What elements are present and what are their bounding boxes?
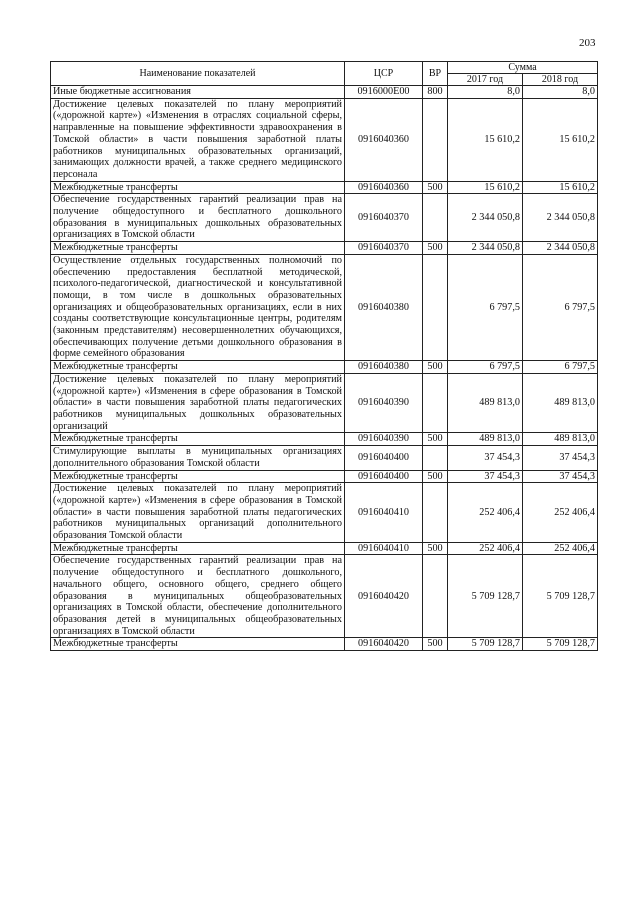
row-sum-2017-cell: 252 406,4	[448, 542, 523, 555]
row-sum-2017-cell: 37 454,3	[448, 446, 523, 470]
row-vr-cell	[423, 373, 448, 433]
row-csr-cell: 0916040400	[345, 470, 423, 483]
row-sum-2018-cell: 8,0	[523, 86, 598, 99]
table-row	[51, 361, 598, 374]
table-row	[51, 446, 598, 470]
row-csr-cell: 0916040360	[345, 181, 423, 194]
row-sum-2018-cell: 2 344 050,8	[523, 194, 598, 242]
row-vr-cell	[423, 555, 448, 638]
row-name-cell: Стимулирующие выплаты в муниципальных организациях дополнительного образования Томской области	[51, 446, 345, 470]
page-number: 203	[579, 37, 596, 49]
row-vr-cell: 500	[423, 433, 448, 446]
row-csr-cell: 0916040400	[345, 446, 423, 470]
row-sum-2017-cell: 252 406,4	[448, 483, 523, 543]
row-name-cell: Достижение целевых показателей по плану мероприятий («дорожной карте») «Изменения в сфере образования в Томской области» в части повышения заработной платы педагогических работников муниципальных дошкольных образовательных организаций	[51, 373, 345, 433]
table-row	[51, 254, 598, 360]
row-csr-cell: 0916040380	[345, 254, 423, 360]
header-csr: ЦСР	[345, 62, 423, 86]
row-name-cell: Межбюджетные трансферты	[51, 181, 345, 194]
table-row	[51, 86, 598, 99]
row-vr-cell: 800	[423, 86, 448, 99]
row-sum-2017-cell: 37 454,3	[448, 470, 523, 483]
table-row	[51, 638, 598, 651]
row-vr-cell: 500	[423, 638, 448, 651]
row-name-cell: Межбюджетные трансферты	[51, 433, 345, 446]
row-sum-2018-cell: 37 454,3	[523, 470, 598, 483]
table-body	[51, 86, 598, 651]
row-name-cell: Достижение целевых показателей по плану мероприятий («дорожной карте») «Изменения в отраслях социальной сферы, направленные на повышение эффективности здравоохранения в Томской области» в части повышения заработной платы работников муниципальных образовательных организаций, занимающих должности врачей, а также среднего медицинского персонала	[51, 98, 345, 181]
row-sum-2018-cell: 15 610,2	[523, 98, 598, 181]
row-sum-2018-cell: 489 813,0	[523, 373, 598, 433]
row-name-cell: Межбюджетные трансферты	[51, 638, 345, 651]
row-sum-2017-cell: 8,0	[448, 86, 523, 99]
row-name-cell: Осуществление отдельных государственных полномочий по обеспечению предоставления бесплатной методической, психолого-педагогической, диагностической и консультативной помощи, в том числе в дошкольных образовательных организациях и общеобразовательных организациях, если в них созданы соответствующие консультационные центры, родителям (законным представителям) несовершеннолетних обучающихся, обеспечивающих получение детьми дошкольного образования в форме семейного образования	[51, 254, 345, 360]
row-sum-2017-cell: 2 344 050,8	[448, 194, 523, 242]
row-vr-cell: 500	[423, 470, 448, 483]
row-vr-cell	[423, 483, 448, 543]
row-csr-cell: 0916040410	[345, 483, 423, 543]
header-sum: Сумма	[448, 62, 598, 74]
row-sum-2018-cell: 252 406,4	[523, 542, 598, 555]
table-row	[51, 194, 598, 242]
row-csr-cell: 0916040390	[345, 373, 423, 433]
row-name-cell: Иные бюджетные ассигнования	[51, 86, 345, 99]
row-vr-cell	[423, 194, 448, 242]
header-year-2018: 2018 год	[523, 74, 598, 86]
table-row	[51, 470, 598, 483]
table-row	[51, 98, 598, 181]
row-sum-2018-cell: 252 406,4	[523, 483, 598, 543]
row-sum-2017-cell: 5 709 128,7	[448, 638, 523, 651]
row-sum-2017-cell: 2 344 050,8	[448, 242, 523, 255]
row-csr-cell: 0916040360	[345, 98, 423, 181]
row-csr-cell: 0916040420	[345, 555, 423, 638]
row-sum-2018-cell: 2 344 050,8	[523, 242, 598, 255]
table-row	[51, 555, 598, 638]
row-sum-2018-cell: 6 797,5	[523, 361, 598, 374]
row-vr-cell: 500	[423, 361, 448, 374]
row-sum-2017-cell: 15 610,2	[448, 98, 523, 181]
row-sum-2018-cell: 37 454,3	[523, 446, 598, 470]
row-name-cell: Межбюджетные трансферты	[51, 470, 345, 483]
row-sum-2018-cell: 489 813,0	[523, 433, 598, 446]
header-vr: ВР	[423, 62, 448, 86]
row-sum-2017-cell: 15 610,2	[448, 181, 523, 194]
row-name-cell: Обеспечение государственных гарантий реализации прав на получение общедоступного и бесплатного дошкольного, начального общего, основного общего, среднего общего образования в муниципальных общеобразовательных организациях в Томской области, обеспечение дополнительного образования детей в муниципальных общеобразовательных организациях в Томской области	[51, 555, 345, 638]
budget-table	[50, 61, 598, 651]
table-row	[51, 483, 598, 543]
row-sum-2017-cell: 489 813,0	[448, 373, 523, 433]
row-vr-cell	[423, 98, 448, 181]
row-csr-cell: 0916040390	[345, 433, 423, 446]
row-sum-2018-cell: 5 709 128,7	[523, 555, 598, 638]
row-vr-cell: 500	[423, 542, 448, 555]
table-header	[51, 62, 598, 86]
row-vr-cell: 500	[423, 242, 448, 255]
row-sum-2018-cell: 15 610,2	[523, 181, 598, 194]
table-row	[51, 242, 598, 255]
row-csr-cell: 0916000Е00	[345, 86, 423, 99]
row-sum-2017-cell: 489 813,0	[448, 433, 523, 446]
row-name-cell: Обеспечение государственных гарантий реализации прав на получение общедоступного и бесплатного дошкольного образования в муниципальных дошкольных образовательных организациях в Томской области	[51, 194, 345, 242]
row-sum-2018-cell: 6 797,5	[523, 254, 598, 360]
row-csr-cell: 0916040420	[345, 638, 423, 651]
row-vr-cell: 500	[423, 181, 448, 194]
header-name: Наименование показателей	[51, 62, 345, 86]
row-sum-2017-cell: 6 797,5	[448, 361, 523, 374]
row-sum-2017-cell: 5 709 128,7	[448, 555, 523, 638]
row-csr-cell: 0916040370	[345, 242, 423, 255]
row-name-cell: Достижение целевых показателей по плану мероприятий («дорожной карте») «Изменения в сфере образования в Томской области» в части повышения заработной платы педагогических работников муниципальных организаций дополнительного образования Томской области	[51, 483, 345, 543]
table-row	[51, 542, 598, 555]
row-name-cell: Межбюджетные трансферты	[51, 542, 345, 555]
row-csr-cell: 0916040380	[345, 361, 423, 374]
row-sum-2017-cell: 6 797,5	[448, 254, 523, 360]
row-vr-cell	[423, 446, 448, 470]
row-csr-cell: 0916040370	[345, 194, 423, 242]
row-vr-cell	[423, 254, 448, 360]
row-name-cell: Межбюджетные трансферты	[51, 361, 345, 374]
row-name-cell: Межбюджетные трансферты	[51, 242, 345, 255]
table-row	[51, 181, 598, 194]
table-row	[51, 433, 598, 446]
header-year-2017: 2017 год	[448, 74, 523, 86]
table-row	[51, 373, 598, 433]
row-csr-cell: 0916040410	[345, 542, 423, 555]
row-sum-2018-cell: 5 709 128,7	[523, 638, 598, 651]
